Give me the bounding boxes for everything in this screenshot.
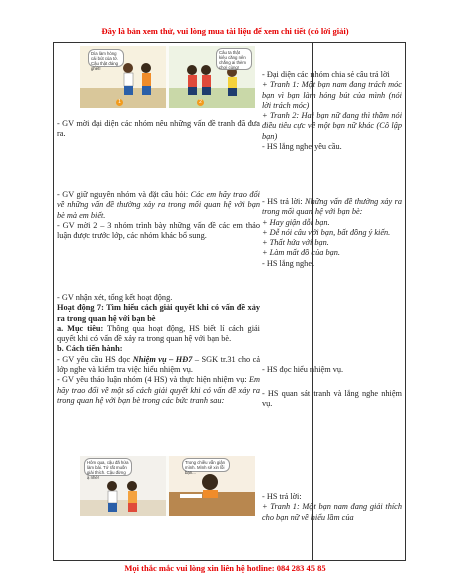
- group-discussion-plain: - GV yêu thảo luận nhóm (4 HS) và thực hiện nhiệm vụ:: [57, 375, 249, 385]
- student-answer-label: - HS trả lời:: [262, 492, 302, 501]
- objective-text: Thông qua hoạt động, HS biết lí cách giải quyết khi có vấn đề xảy ra trong quan hệ với bạn bè.: [57, 323, 260, 344]
- student-answer-intro: [262, 197, 402, 218]
- panel-number-1: 1: [116, 99, 123, 106]
- task-read-b: Nhiệm vụ – HĐ7: [132, 354, 193, 364]
- speech-bubble-left-2: Hôm qua, cậu đã hứa làm bài. Tớ rất muốn giải thích. Cậu đừng ạ nhé!: [84, 458, 132, 476]
- issue-item-4: + Làm mất đồ của bạn.: [262, 248, 340, 258]
- task-read-paragraph: [57, 355, 260, 376]
- student-response-4: [262, 389, 402, 410]
- solution-picture-1: + Tranh 1: Một bạn nam đang giải thích cho bạn nữ về hiểu lầm của: [262, 502, 402, 522]
- student-listen-text: - HS lắng nghe yêu cầu.: [262, 142, 342, 152]
- issue-item-3: + Thất hứa với bạn.: [262, 238, 329, 248]
- teacher-activity-7: [57, 293, 260, 406]
- speech-bubble-right-2: Trong chiều vẫn giận mình. Mình sẽ xin lỗi bạn...: [182, 458, 230, 472]
- student-share-text: - Đại diện các nhóm chia sẻ câu trả lời: [262, 70, 390, 79]
- activity-7-heading: Hoạt động 7: Tìm hiểu cách giải quyết khi có vấn đề xảy ra trong quan hệ với bạn bè: [57, 303, 260, 323]
- teacher-step-3-text: - GV mời 2 – 3 nhóm trình bày những vấn đề các em thảo luận được trước lớp, các nhóm khác bổ sung.: [57, 220, 260, 241]
- issue-item-1: + Hay giận dỗi bạn.: [262, 217, 330, 227]
- illustration-solutions: [80, 456, 255, 516]
- student-read-task: - HS đọc hiểu nhiệm vụ.: [262, 365, 344, 374]
- teacher-summary-text: - GV nhận xét, tổng kết hoạt động.: [57, 293, 173, 302]
- student-listen-text-2: - HS lắng nghe.: [262, 258, 315, 268]
- student-response-1: [262, 70, 402, 152]
- hotline-banner: Mọi thắc mắc vui lòng xin liên hệ hotline: 084 283 45 85: [124, 563, 326, 573]
- student-response-5: [262, 492, 402, 523]
- teacher-step-2-question: Các em hãy trao đổi về những vấn đề thường xảy ra trong mối quan hệ với bạn bè mà em biết.: [57, 190, 260, 220]
- preview-banner: Đây là bản xem thử, vui lòng mua tài liệu để xem chi tiết (có lời giải): [101, 26, 349, 36]
- lesson-table: [53, 42, 406, 561]
- speech-bubble-left: Dìa làm hỏng cái bút của tớ. Cậu thật đáng ghét!: [88, 49, 124, 67]
- student-response-3: [262, 365, 402, 375]
- issue-item-2: + Dễ nói câu với bạn, bất đồng ý kiến.: [262, 227, 391, 237]
- procedure-heading: b. Cách tiến hành:: [57, 344, 123, 354]
- teacher-step-2-text: [57, 190, 260, 221]
- teacher-step-1: [57, 119, 260, 140]
- group-discussion-paragraph: [57, 375, 260, 406]
- speech-bubble-right: Câu ta thật kiêu căng nên chẳng ai thèm chơi cùng!: [216, 48, 252, 70]
- teacher-step-2: [57, 190, 260, 241]
- student-observe-task: - HS quan sát tranh và lắng nghe nhiệm vụ.: [262, 389, 402, 409]
- teacher-step-2-plain: - GV giữ nguyên nhóm và đặt câu hỏi:: [57, 190, 191, 199]
- task-read-a: - GV yêu cầu HS đọc: [57, 354, 133, 364]
- group-discussion-question: Em hãy trao đổi về một số cách giải quyết khi có vấn đề xảy ra trong quan hệ với bạn bè trong các bức tranh sau:: [57, 375, 260, 405]
- panel-number-2: 2: [197, 99, 204, 106]
- student-response-2: [262, 197, 402, 269]
- objective-paragraph: [57, 324, 260, 345]
- objective-label: a. Mục tiêu:: [57, 323, 104, 333]
- answer-picture-1: + Tranh 1: Một bạn nam đang trách móc bạn vì bạn làm hỏng bút của mình (nói lời trách móc): [262, 80, 402, 110]
- answer-picture-2: + Tranh 2: Hai bạn nữ đang thì thầm nói điều tiêu cực về một bạn nữ khác (Cô lập bạn): [262, 111, 402, 141]
- student-answer-plain: - HS trả lời:: [262, 197, 306, 206]
- teacher-step-1-text: - GV mời đại diện các nhóm nêu những vấn đề tranh đã đưa ra.: [57, 119, 260, 139]
- student-answer-italic: Những vấn đề thường xảy ra trong mối quan hệ với bạn bè:: [262, 197, 402, 217]
- illustration-conflict: [80, 46, 255, 108]
- task-read-c: – SGK tr.31 cho cả lớp nghe và kiểm tra việc hiểu nhiệm vụ.: [57, 354, 261, 375]
